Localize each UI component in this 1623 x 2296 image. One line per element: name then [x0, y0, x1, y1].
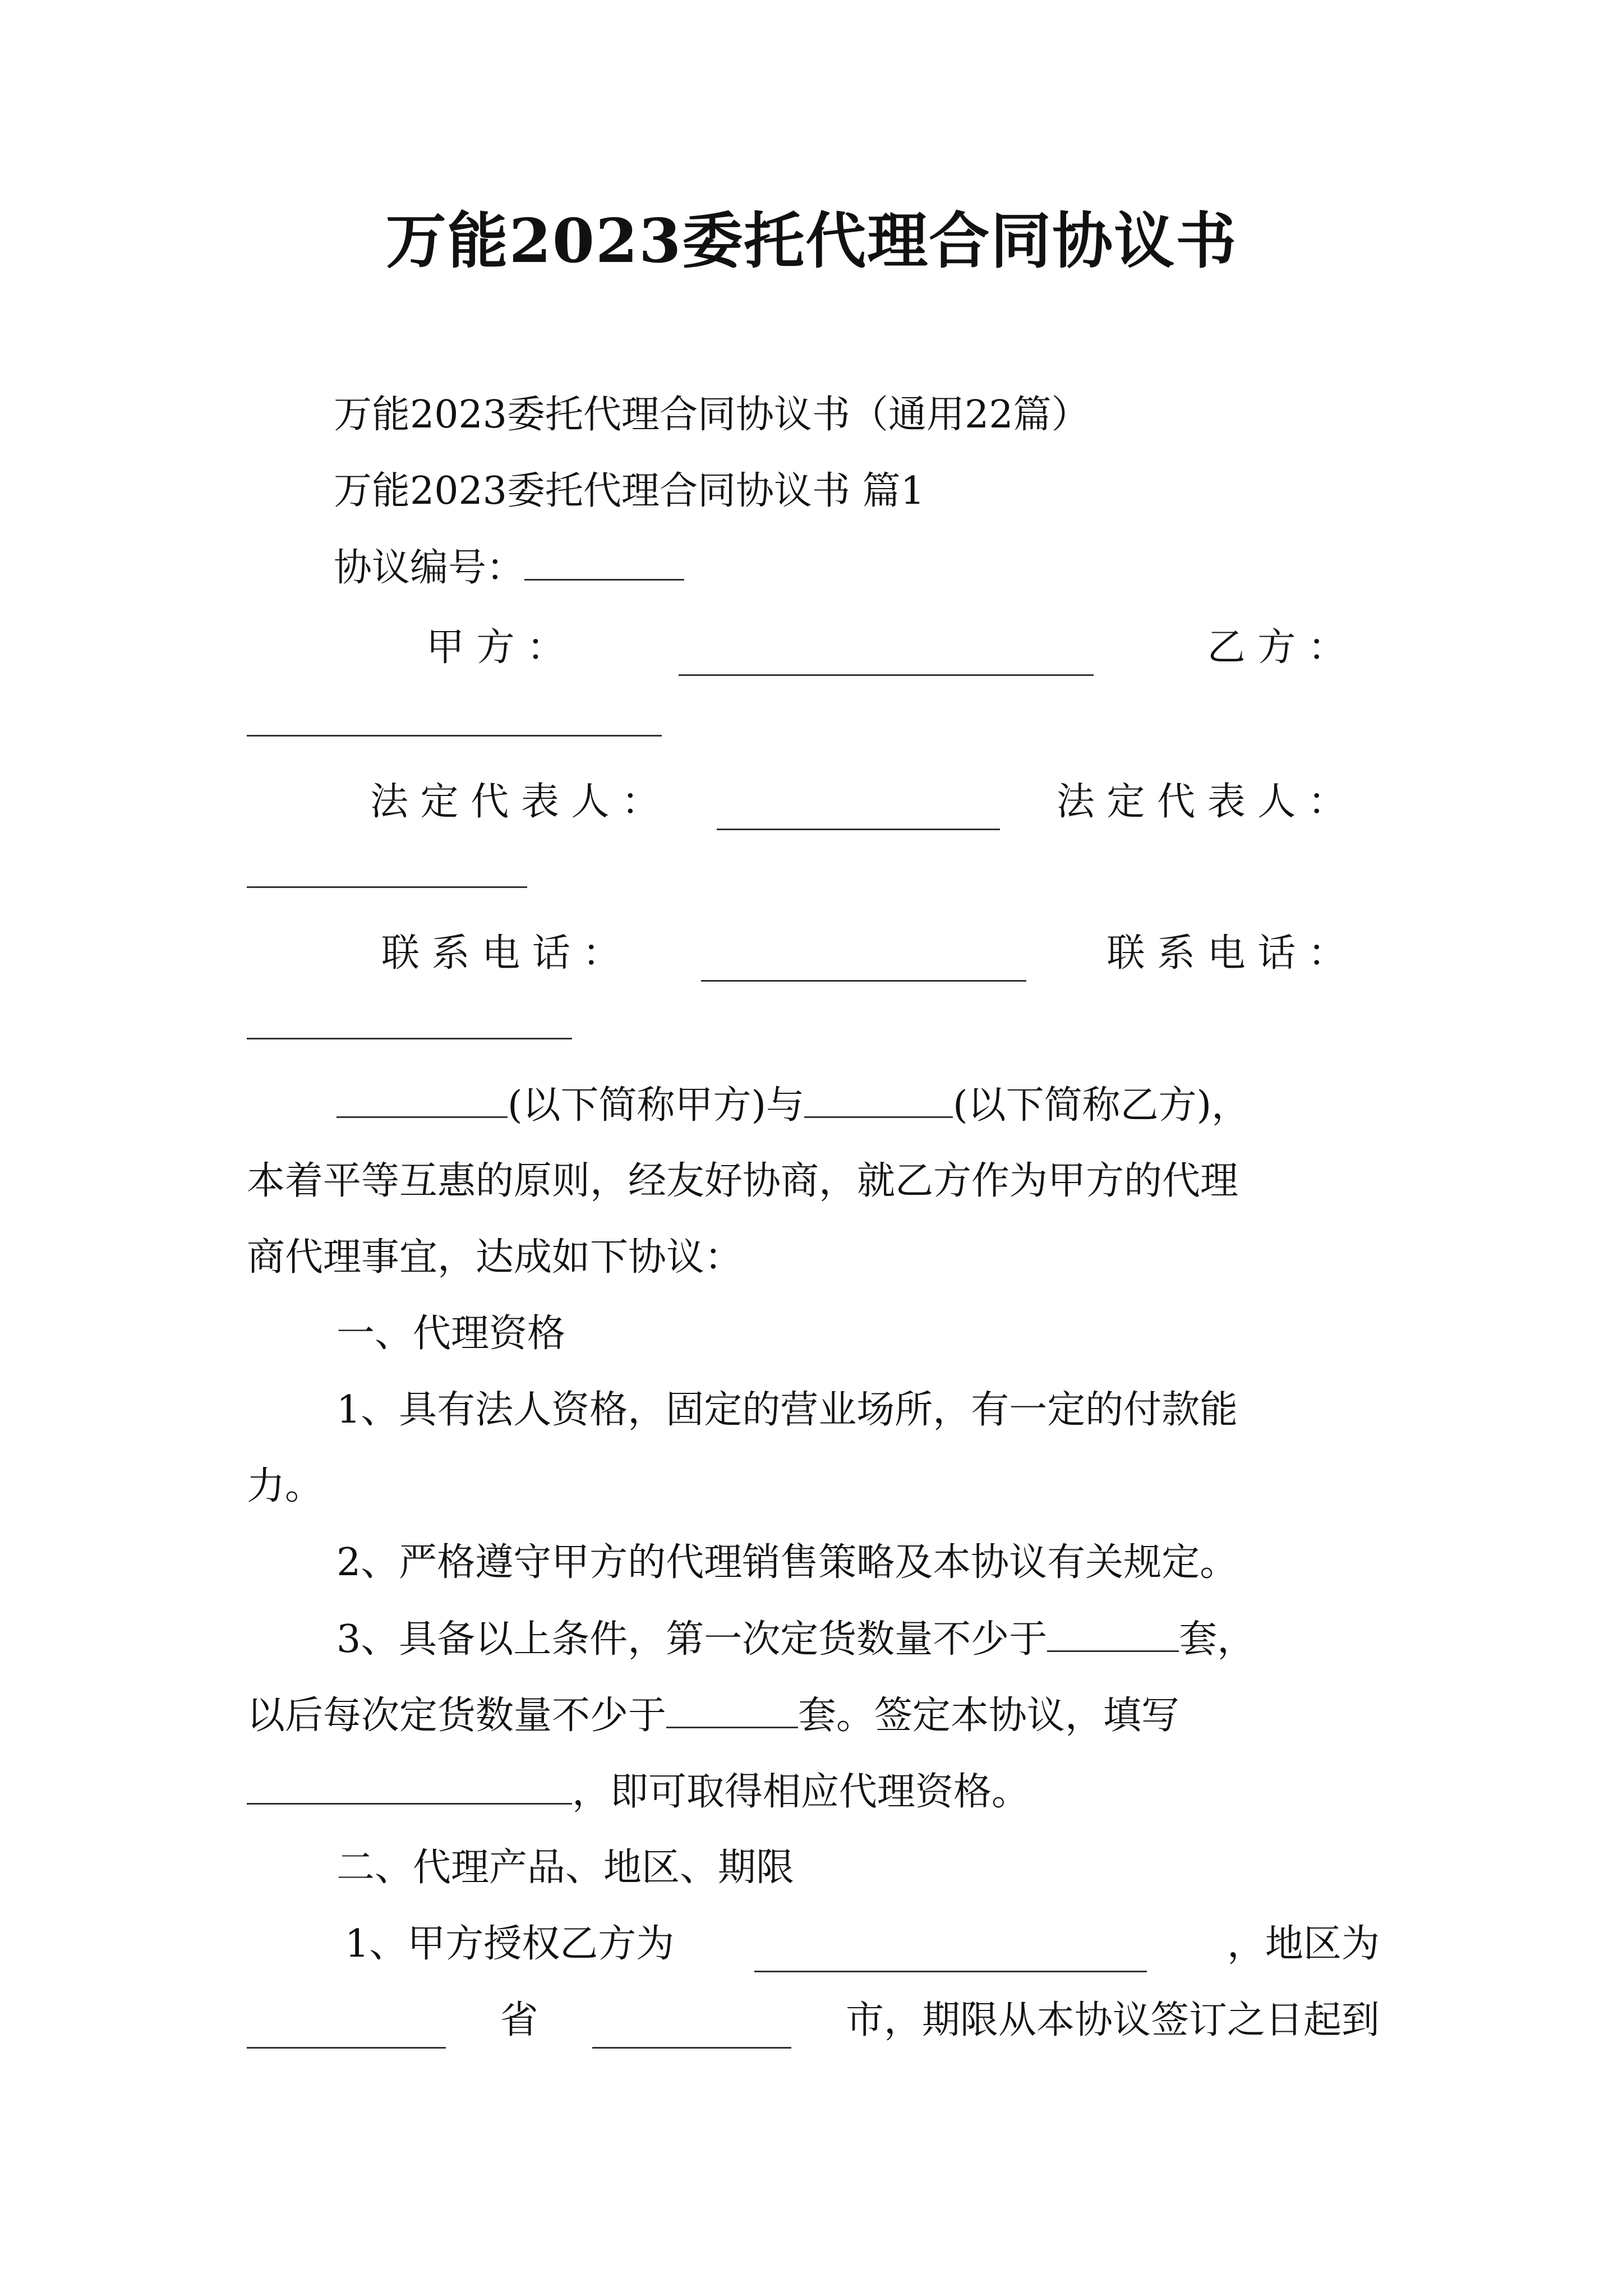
later-order-qty-blank[interactable]: [666, 1687, 798, 1728]
item-3-line-2-text-1: 以后每次定货数量不少于: [247, 1694, 667, 1738]
section-2-item-1-text-2: ，地区为: [1227, 1922, 1380, 1966]
section-2-item-1-line-2: [247, 1993, 1380, 2049]
legal-rep-a-label: 法 定 代 表 人 ：: [370, 780, 660, 824]
item-3-line-2-text-2: 套。签定本协议，填写: [798, 1694, 1180, 1738]
agreement-number-label: 协议编号：: [334, 546, 525, 590]
phone-b-blank[interactable]: [247, 999, 572, 1039]
city-blank[interactable]: [592, 2008, 791, 2049]
section-1-item-2: 2、严格遵守甲方的代理销售策略及本协议有关规定。: [336, 1540, 1238, 1585]
item-3-line-3-text: ，即可取得相应代理资格。: [572, 1770, 1030, 1814]
intro-text-1: (以下简称甲方)与: [508, 1083, 805, 1128]
section-1-item-3-line-2: [247, 1687, 1179, 1744]
legal-rep-b-label: 法 定 代 表 人 ：: [1056, 780, 1346, 824]
party-b-blank-row: [247, 696, 662, 752]
party-a-label: 甲 方 ：: [426, 625, 565, 670]
party-b-label: 乙 方 ：: [1207, 625, 1346, 670]
province-blank[interactable]: [247, 2008, 446, 2049]
agent-type-blank[interactable]: [754, 1931, 1147, 1972]
intro-party-b-blank[interactable]: [804, 1077, 953, 1118]
section-1-item-1-cont: 力。: [247, 1464, 324, 1508]
section-1-item-3-line-3: [247, 1764, 1030, 1820]
agreement-number-blank[interactable]: [524, 540, 684, 581]
phone-row: [381, 926, 1346, 982]
province-label: 省: [500, 1998, 538, 2042]
fill-in-blank[interactable]: [247, 1764, 572, 1805]
legal-rep-row: [370, 774, 1346, 830]
section-1-item-3: [336, 1611, 1255, 1668]
subtitle-general: 万能2023委托代理合同协议书（通用22篇）: [334, 393, 1090, 437]
phone-a-label: 联 系 电 话 ：: [381, 931, 621, 976]
party-b-blank[interactable]: [247, 696, 662, 737]
phone-b-label: 联 系 电 话 ：: [1106, 931, 1346, 976]
intro-line-3: 商代理事宜，达成如下协议：: [247, 1235, 743, 1280]
section-2-heading: 二、代理产品、地区、期限: [336, 1846, 795, 1890]
document-title: 万能2023委托代理合同协议书: [385, 206, 1238, 277]
section-1-item-1: 1、具有法人资格，固定的营业场所，有一定的付款能: [336, 1388, 1238, 1432]
intro-text-2: (以下简称乙方)，: [953, 1083, 1250, 1128]
phone-b-blank-row: [247, 999, 572, 1055]
intro-line-1: [336, 1077, 1249, 1134]
first-order-qty-blank[interactable]: [1047, 1611, 1179, 1652]
phone-a-blank[interactable]: [701, 941, 1026, 982]
section-2-item-1: [345, 1916, 1380, 1972]
subtitle-part-1: 万能2023委托代理合同协议书 篇1: [334, 469, 925, 513]
parties-row: [426, 620, 1346, 676]
intro-line-2: 本着平等互惠的原则，经友好协商，就乙方作为甲方的代理: [247, 1159, 1239, 1203]
item-3-text-1: 3、具备以上条件，第一次定货数量不少于: [336, 1617, 1048, 1662]
intro-party-a-blank[interactable]: [336, 1077, 508, 1118]
item-3-text-2: 套，: [1179, 1617, 1256, 1662]
agreement-number-row: [334, 540, 684, 596]
party-a-blank[interactable]: [679, 635, 1094, 676]
legal-rep-b-blank-row: [247, 847, 527, 904]
section-1-heading: 一、代理资格: [336, 1312, 566, 1356]
legal-rep-a-blank[interactable]: [717, 789, 1000, 830]
legal-rep-b-blank[interactable]: [247, 847, 527, 888]
section-2-item-1-line-2-text: 市，期限从本协议签订之日起到: [845, 1998, 1380, 2042]
section-2-item-1-text-1: 1、甲方授权乙方为: [345, 1922, 675, 1966]
